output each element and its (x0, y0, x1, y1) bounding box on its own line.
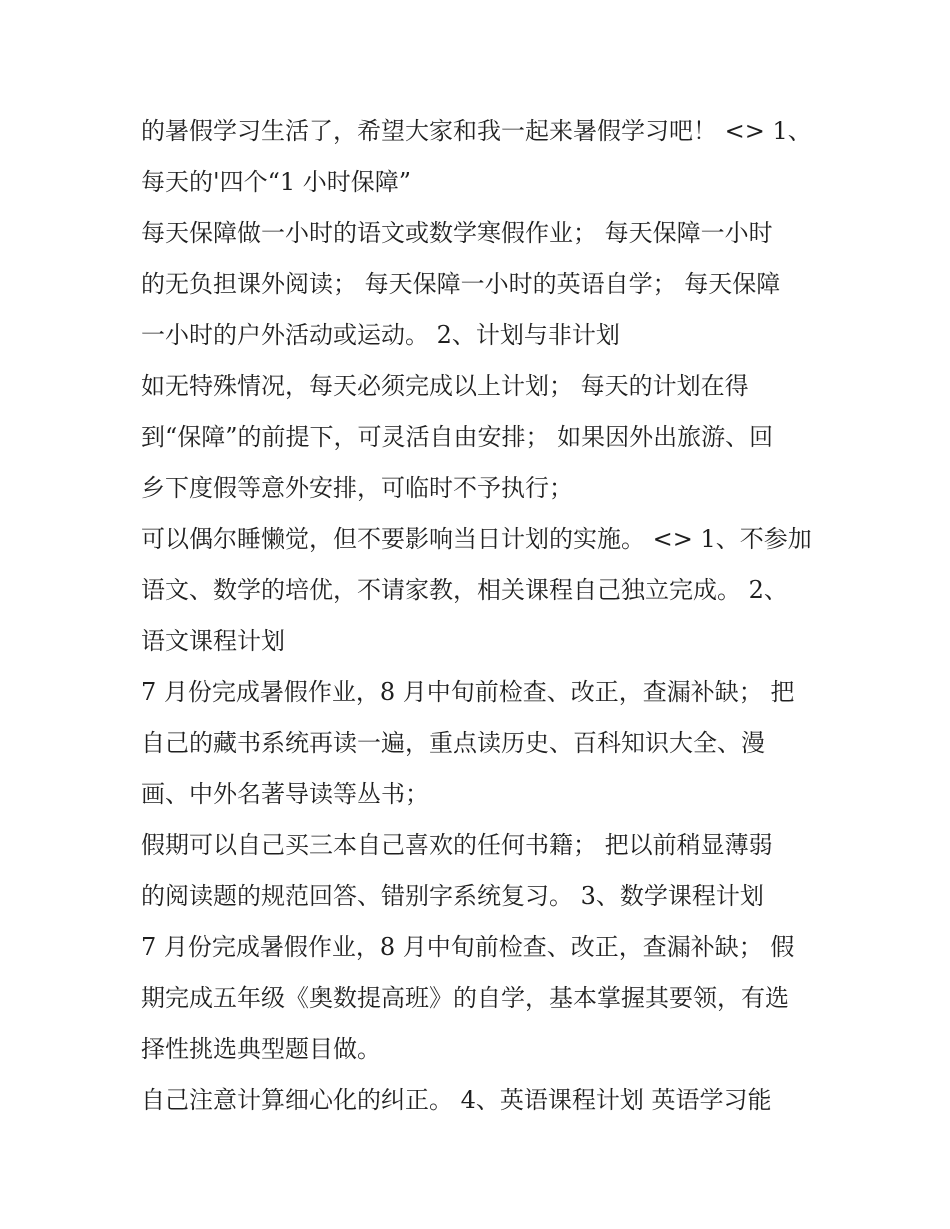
text-line: 自己的藏书系统再读一遍，重点读历史、百科知识大全、漫 (141, 729, 765, 757)
text-line: 自己注意计算细心化的纠正。 4、英语课程计划 英语学习能 (141, 1086, 772, 1114)
text-line: 如无特殊情况，每天必须完成以上计划； 每天的计划在得 (141, 372, 749, 400)
text-line: 的无负担课外阅读； 每天保障一小时的英语自学； 每天保障 (141, 270, 781, 298)
document-body (141, 106, 831, 1126)
text-line: 7 月份完成暑假作业，8 月中旬前检查、改正，查漏补缺； 把 (141, 678, 795, 706)
text-line: 择性挑选典型题目做。 (141, 1035, 381, 1063)
text-line: 每天保障做一小时的语文或数学寒假作业； 每天保障一小时 (141, 219, 773, 247)
text-line: 7 月份完成暑假作业，8 月中旬前检查、改正，查漏补缺； 假 (141, 933, 795, 961)
text-line: 的阅读题的规范回答、错别字系统复习。 3、数学课程计划 (141, 882, 764, 910)
text-line: 到“保障”的前提下，可灵活自由安排； 如果因外出旅游、回 (141, 423, 774, 451)
text-line: 语文课程计划 (141, 627, 285, 655)
text-line: 假期可以自己买三本自己喜欢的任何书籍； 把以前稍显薄弱 (141, 831, 773, 859)
text-line: 语文、数学的培优，不请家教，相关课程自己独立完成。 2、 (141, 576, 788, 604)
text-line: 画、中外名著导读等丛书； (141, 780, 429, 808)
text-line: 可以偶尔睡懒觉，但不要影响当日计划的实施。 <> 1、不参加 (141, 525, 812, 553)
text-line: 每天的'四个“1 小时保障” (141, 168, 412, 196)
text-line: 一小时的户外活动或运动。 2、计划与非计划 (141, 321, 620, 349)
text-line: 的暑假学习生活了，希望大家和我一起来暑假学习吧！ <> 1、 (141, 117, 812, 145)
text-line: 期完成五年级《奥数提高班》的自学，基本掌握其要领，有选 (141, 984, 789, 1012)
text-line: 乡下度假等意外安排，可临时不予执行； (141, 474, 573, 502)
